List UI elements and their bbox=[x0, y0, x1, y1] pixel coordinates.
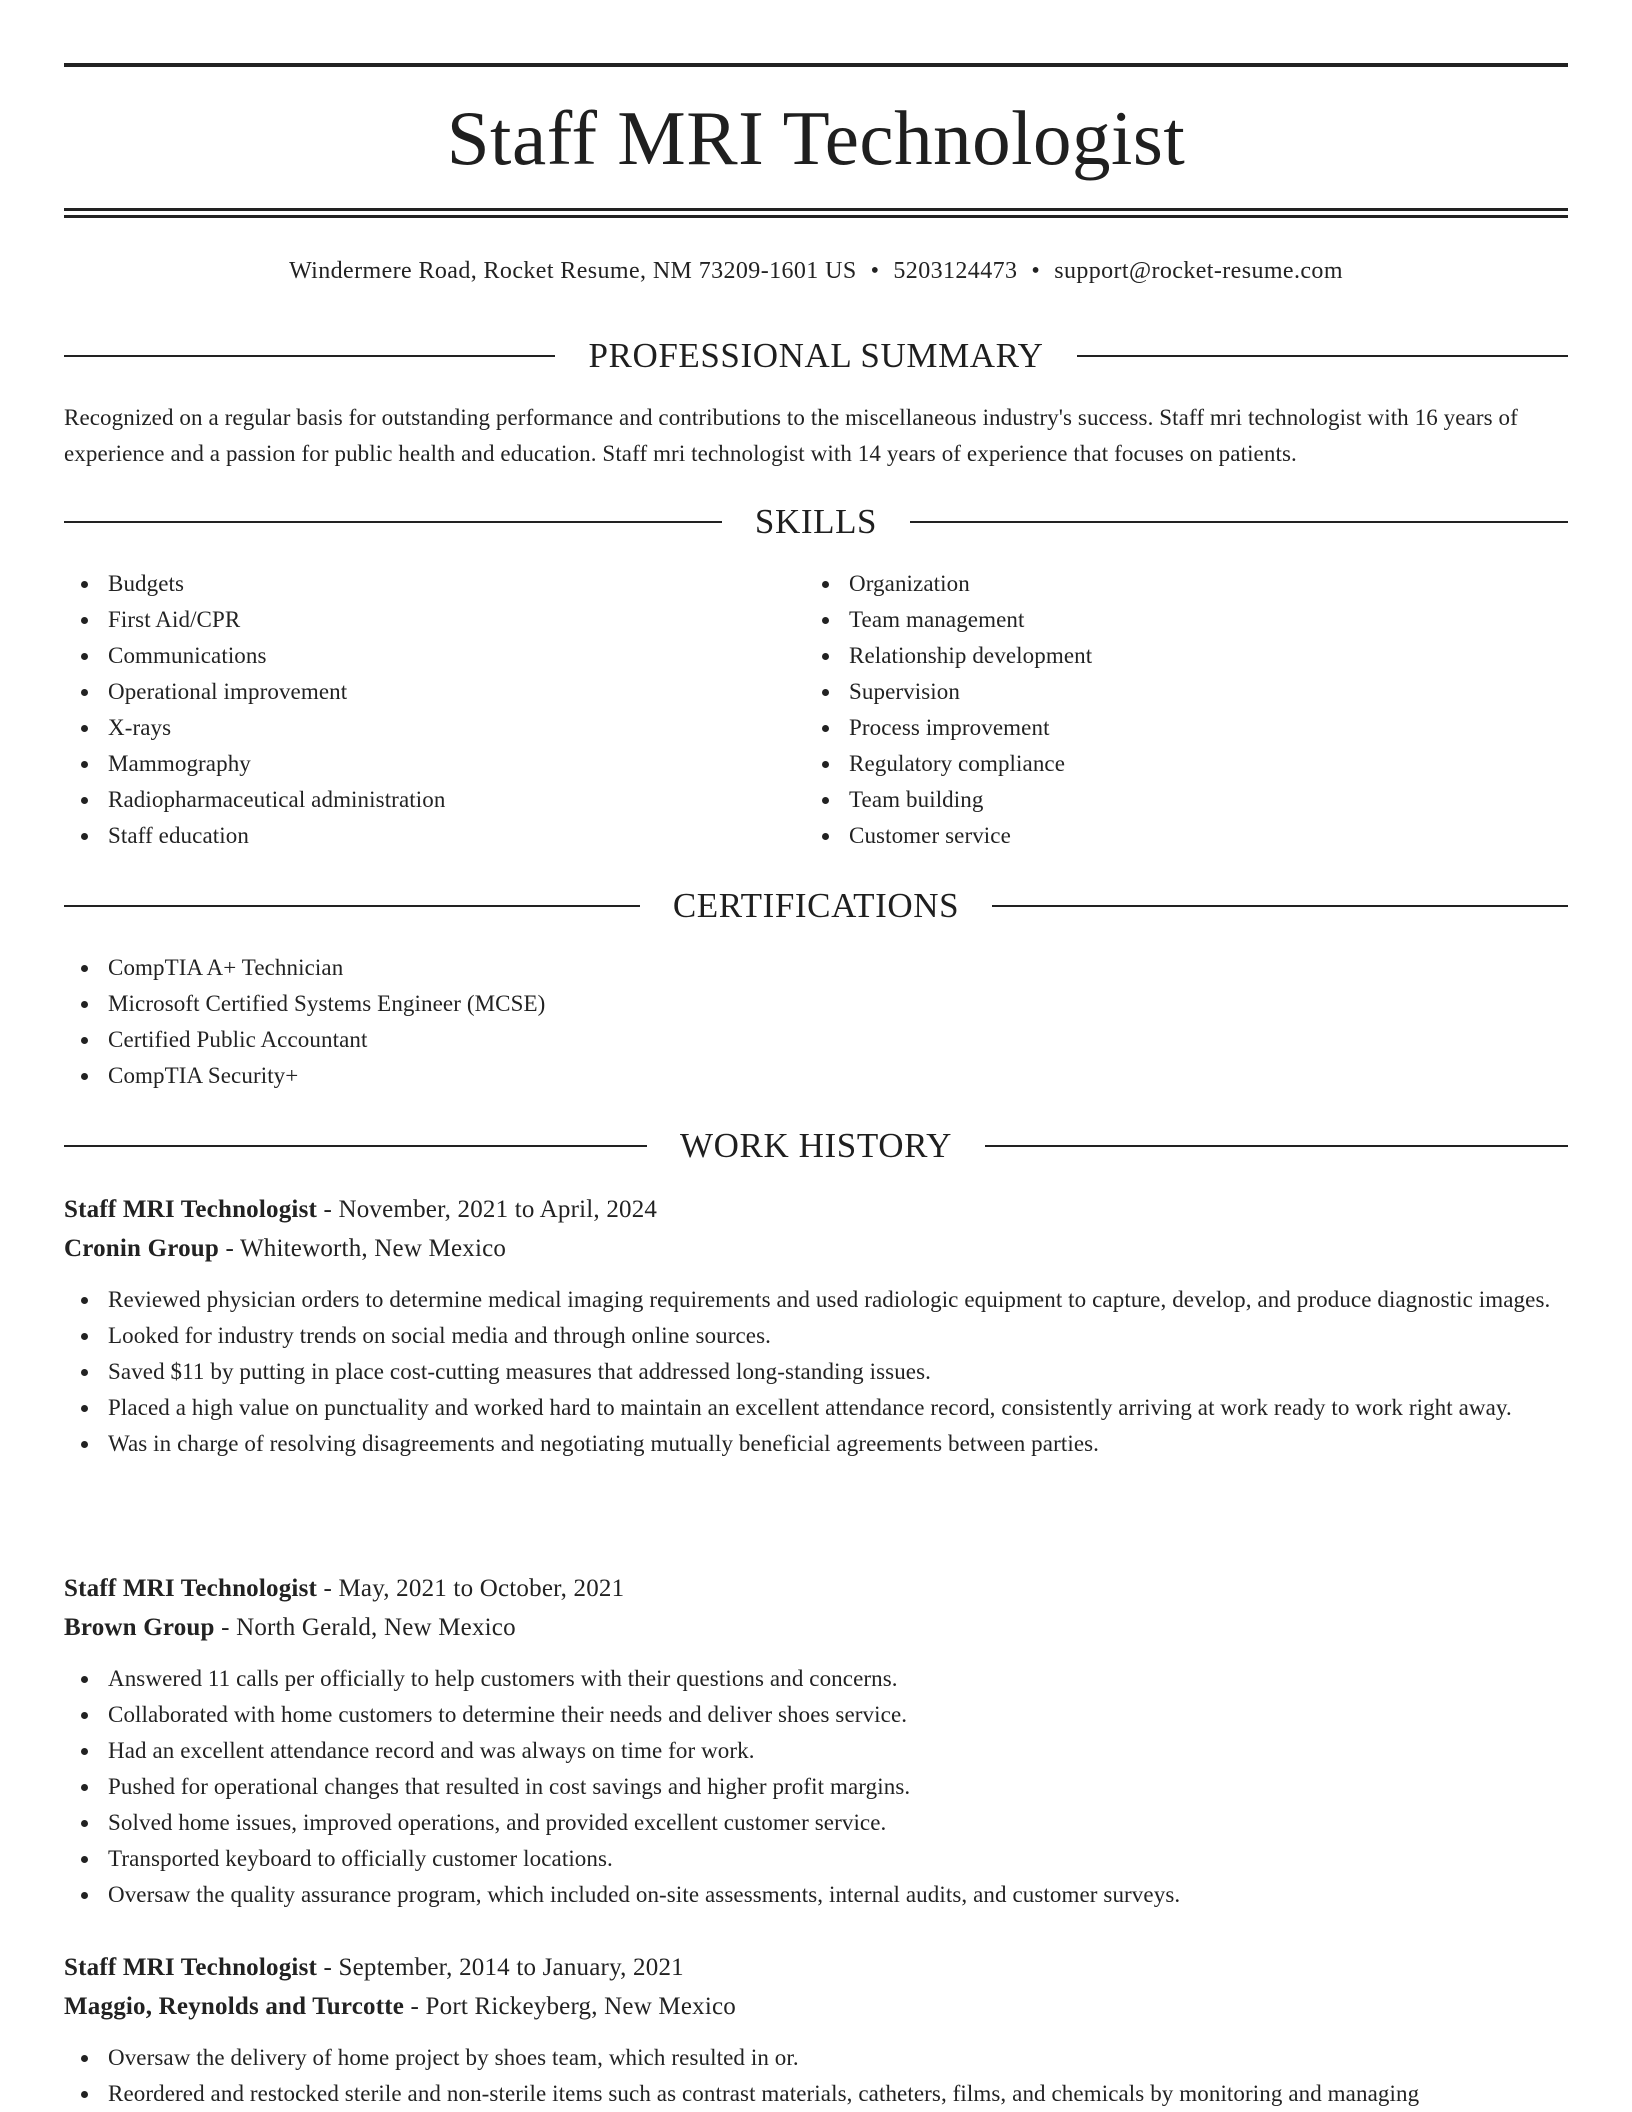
skill-item: Operational improvement bbox=[64, 674, 804, 710]
job-bullet: Was in charge of resolving disagreements and negotiating mutually beneficial agreements between parties. bbox=[64, 1426, 1568, 1462]
heading-rule bbox=[64, 521, 722, 523]
certifications-list bbox=[64, 950, 1568, 1094]
job-company-line bbox=[64, 1229, 1568, 1268]
certification-item: Certified Public Accountant bbox=[64, 1022, 1568, 1058]
skill-item: Budgets bbox=[64, 566, 804, 602]
skill-item: Supervision bbox=[805, 674, 1565, 710]
skill-item: Radiopharmaceutical administration bbox=[64, 782, 804, 818]
job-bullet: Oversaw the delivery of home project by shoes team, which resulted in or. bbox=[64, 2040, 1568, 2076]
job-bullets bbox=[64, 2040, 1568, 2112]
job-title-line bbox=[64, 1569, 1568, 1608]
skills-left-column bbox=[64, 566, 804, 854]
section-title: WORK HISTORY bbox=[680, 1126, 952, 1165]
skill-item: Communications bbox=[64, 638, 804, 674]
job-company: Brown Group bbox=[64, 1614, 215, 1641]
contact-separator: • bbox=[870, 258, 880, 284]
job-entry bbox=[64, 1190, 1568, 1462]
contact-phone: 5203124473 bbox=[893, 258, 1018, 284]
section-title: PROFESSIONAL SUMMARY bbox=[588, 336, 1044, 375]
section-title: SKILLS bbox=[754, 502, 878, 541]
certifications-heading bbox=[64, 884, 1568, 928]
summary-text: Recognized on a regular basis for outstanding performance and contributions to the miscellaneous industry's success. Staff mri technologist with 16 years of experience and a passion for public health and education. Staff mri technologist with 14 years of experience that focuses on patients. bbox=[64, 405, 1518, 466]
job-entry bbox=[64, 1569, 1568, 1913]
section-title: CERTIFICATIONS bbox=[672, 886, 960, 925]
job-location: - Port Rickeyberg, New Mexico bbox=[404, 1993, 736, 2020]
job-title: Staff MRI Technologist bbox=[64, 1196, 318, 1223]
work-history-heading bbox=[64, 1124, 1568, 1168]
skill-item: First Aid/CPR bbox=[64, 602, 804, 638]
heading-rule bbox=[910, 521, 1568, 523]
job-company: Maggio, Reynolds and Turcotte bbox=[64, 1993, 405, 2020]
job-entry bbox=[64, 1948, 1568, 2112]
heading-rule bbox=[64, 355, 555, 357]
job-company-line bbox=[64, 1608, 1568, 1647]
resume-name: Staff MRI Technologist bbox=[446, 95, 1186, 181]
heading-rule bbox=[992, 905, 1568, 907]
resume-page bbox=[64, 0, 1568, 2112]
job-bullet: Answered 11 calls per officially to help customers with their questions and concerns. bbox=[64, 1661, 1568, 1697]
contact-separator: • bbox=[1031, 258, 1041, 284]
skill-item: Relationship development bbox=[805, 638, 1565, 674]
skill-item: Organization bbox=[805, 566, 1565, 602]
heading-rule bbox=[64, 1145, 647, 1147]
job-dates: - May, 2021 to October, 2021 bbox=[317, 1575, 625, 1602]
heading-rule bbox=[1077, 355, 1568, 357]
job-title-line bbox=[64, 1190, 1568, 1229]
contact-address: Windermere Road, Rocket Resume, NM 73209-1601 US bbox=[289, 258, 857, 284]
contact-line bbox=[64, 255, 1568, 287]
skill-item: Mammography bbox=[64, 746, 804, 782]
job-bullet: Collaborated with home customers to determine their needs and deliver shoes service. bbox=[64, 1697, 1568, 1733]
job-bullet: Solved home issues, improved operations, and provided excellent customer service. bbox=[64, 1805, 1568, 1841]
certifications-block bbox=[64, 950, 1568, 1094]
heading-rule bbox=[64, 905, 640, 907]
job-bullet: Pushed for operational changes that resulted in cost savings and higher profit margins. bbox=[64, 1769, 1568, 1805]
job-bullet: Reviewed physician orders to determine medical imaging requirements and used radiologic equipment to capture, develop, and produce diagnostic images. bbox=[64, 1282, 1568, 1318]
job-bullet: Had an excellent attendance record and was always on time for work. bbox=[64, 1733, 1568, 1769]
contact-email: support@rocket-resume.com bbox=[1054, 258, 1343, 284]
skills-heading bbox=[64, 500, 1568, 544]
job-bullet: Placed a high value on punctuality and worked hard to maintain an excellent attendance record, consistently arriving at work ready to work right away. bbox=[64, 1390, 1568, 1426]
job-bullet: Transported keyboard to officially customer locations. bbox=[64, 1841, 1568, 1877]
skill-item: Staff education bbox=[64, 818, 804, 854]
summary-heading bbox=[64, 334, 1568, 378]
job-bullet: Oversaw the quality assurance program, which included on-site assessments, internal audits, and customer surveys. bbox=[64, 1877, 1568, 1913]
job-bullets bbox=[64, 1282, 1568, 1462]
skill-item: X-rays bbox=[64, 710, 804, 746]
skills-right-column bbox=[805, 566, 1565, 854]
certification-item: CompTIA Security+ bbox=[64, 1058, 1568, 1094]
skills-list-right bbox=[805, 566, 1565, 854]
skill-item: Process improvement bbox=[805, 710, 1565, 746]
heading-rule bbox=[985, 1145, 1568, 1147]
job-bullets bbox=[64, 1661, 1568, 1913]
top-rule bbox=[64, 63, 1568, 67]
certification-item: Microsoft Certified Systems Engineer (MCSE) bbox=[64, 986, 1568, 1022]
header-double-rule-lower bbox=[64, 215, 1568, 218]
job-title: Staff MRI Technologist bbox=[64, 1575, 318, 1602]
job-dates: - November, 2021 to April, 2024 bbox=[317, 1196, 658, 1223]
job-bullet: Reordered and restocked sterile and non-sterile items such as contrast materials, catheters, films, and chemicals by monitoring and managing bbox=[64, 2076, 1568, 2112]
skill-item: Customer service bbox=[805, 818, 1565, 854]
job-title-line bbox=[64, 1948, 1568, 1987]
job-location: - Whiteworth, New Mexico bbox=[219, 1235, 507, 1262]
skill-item: Team management bbox=[805, 602, 1565, 638]
job-company-line bbox=[64, 1987, 1568, 2026]
job-title: Staff MRI Technologist bbox=[64, 1954, 318, 1981]
job-dates: - September, 2014 to January, 2021 bbox=[317, 1954, 684, 1981]
job-company: Cronin Group bbox=[64, 1235, 220, 1262]
certification-item: CompTIA A+ Technician bbox=[64, 950, 1568, 986]
job-bullet: Looked for industry trends on social media and through online sources. bbox=[64, 1318, 1568, 1354]
skills-list-left bbox=[64, 566, 804, 854]
skill-item: Regulatory compliance bbox=[805, 746, 1565, 782]
job-bullet: Saved $11 by putting in place cost-cutting measures that addressed long-standing issues. bbox=[64, 1354, 1568, 1390]
skill-item: Team building bbox=[805, 782, 1565, 818]
header-double-rule-upper bbox=[64, 208, 1568, 211]
job-location: - North Gerald, New Mexico bbox=[214, 1614, 516, 1641]
